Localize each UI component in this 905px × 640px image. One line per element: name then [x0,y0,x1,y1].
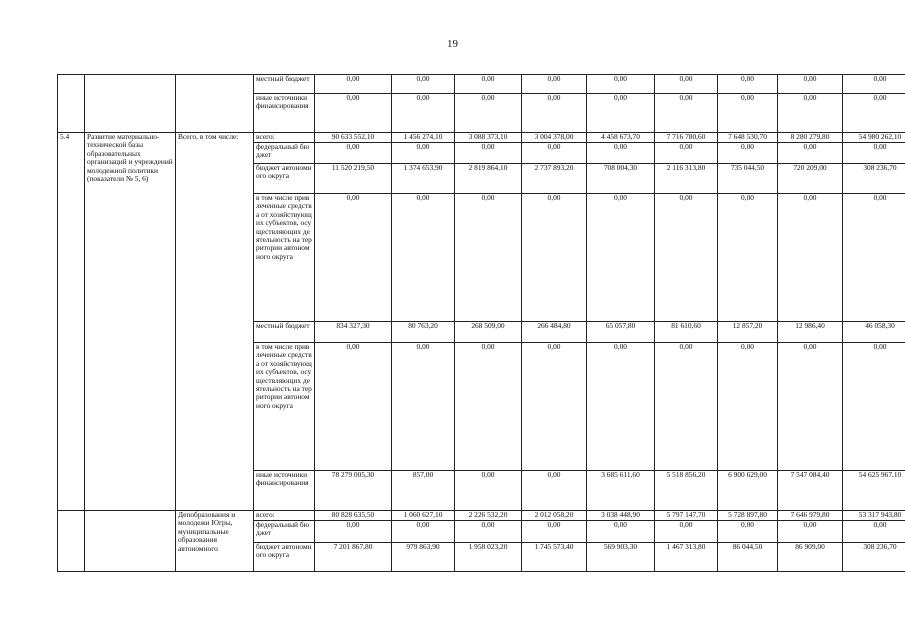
title-cell [85,75,176,133]
value-cell: 0,00 [843,521,905,543]
funding-source-cell: в том числе привлеченные средства от хозяйствующих субъектов, осуществляющих деятельность на территории автономного округа [254,343,315,471]
value-cell: 3 038 448,90 [587,511,655,521]
value-cell: 0,00 [522,471,587,511]
value-cell: 2 012 058,20 [522,511,587,521]
executor-cell: Всего, в том числе: [176,133,254,511]
value-cell: 0,00 [455,75,522,94]
value-cell: 54 625 967,10 [843,471,905,511]
value-cell: 266 484,80 [522,322,587,343]
value-cell: 0,00 [843,94,905,133]
title-cell: Развитие материально-технической базы образовательных организаций и учреждений молодежной политики (показатели № 5, 6) [85,133,176,511]
value-cell: 0,00 [587,194,655,322]
value-cell: 0,00 [655,75,718,94]
value-cell: 0,00 [718,143,778,164]
value-cell: 0,00 [522,94,587,133]
value-cell: 0,00 [522,194,587,322]
value-cell: 0,00 [392,143,455,164]
value-cell: 0,00 [455,194,522,322]
value-cell: 0,00 [778,521,843,543]
value-cell: 0,00 [587,94,655,133]
value-cell: 268 509,00 [455,322,522,343]
value-cell: 1 374 653,90 [392,164,455,194]
value-cell: 0,00 [718,521,778,543]
value-cell: 0,00 [778,94,843,133]
funding-source-cell: иные источники финансирования [254,94,315,133]
value-cell: 0,00 [455,343,522,471]
value-cell: 0,00 [587,143,655,164]
funding-source-cell: всего: [254,133,315,143]
value-cell: 0,00 [718,75,778,94]
value-cell: 8 280 279,80 [778,133,843,143]
value-cell: 3 685 611,60 [587,471,655,511]
value-cell: 6 900 629,00 [718,471,778,511]
value-cell: 0,00 [718,94,778,133]
value-cell: 0,00 [587,75,655,94]
value-cell: 308 236,70 [843,164,905,194]
value-cell: 0,00 [587,343,655,471]
value-cell: 0,00 [392,521,455,543]
funding-source-cell: всего: [254,511,315,521]
value-cell: 0,00 [522,75,587,94]
value-cell: 12 857,20 [718,322,778,343]
value-cell: 54 980 262,10 [843,133,905,143]
value-cell: 0,00 [522,343,587,471]
value-cell: 65 057,80 [587,322,655,343]
value-cell: 81 610,60 [655,322,718,343]
value-cell: 86 909,00 [778,543,843,572]
value-cell: 720 209,00 [778,164,843,194]
value-cell: 7 646 979,80 [778,511,843,521]
value-cell: 2 226 532,20 [455,511,522,521]
value-cell: 0,00 [315,194,392,322]
value-cell: 0,00 [843,343,905,471]
funding-source-cell: в том числе привлеченные средства от хозяйствующих субъектов, осуществляющих деятельность на территории автономного округа [254,194,315,322]
value-cell: 80 763,20 [392,322,455,343]
value-cell: 0,00 [455,94,522,133]
value-cell: 1 467 313,80 [655,543,718,572]
value-cell: 0,00 [315,521,392,543]
value-cell: 0,00 [392,194,455,322]
value-cell: 0,00 [315,143,392,164]
executor-cell [176,75,254,133]
value-cell: 0,00 [655,194,718,322]
value-cell: 0,00 [455,143,522,164]
value-cell: 0,00 [778,343,843,471]
value-cell: 1 456 274,10 [392,133,455,143]
value-cell: 78 279 005,30 [315,471,392,511]
budget-table [57,74,905,572]
value-cell: 4 458 673,70 [587,133,655,143]
value-cell: 0,00 [587,521,655,543]
value-cell: 5 518 856,20 [655,471,718,511]
value-cell: 1 958 023,20 [455,543,522,572]
value-cell: 0,00 [655,343,718,471]
value-cell: 0,00 [778,75,843,94]
funding-source-cell: федеральный бюджет [254,521,315,543]
value-cell: 0,00 [455,521,522,543]
value-cell: 735 044,50 [718,164,778,194]
table-row [58,75,905,94]
table-row [58,133,905,143]
value-cell: 1 745 573,40 [522,543,587,572]
value-cell: 0,00 [655,143,718,164]
value-cell: 0,00 [392,343,455,471]
value-cell: 0,00 [522,521,587,543]
value-cell: 857,00 [392,471,455,511]
value-cell: 0,00 [778,194,843,322]
value-cell: 7 547 084,40 [778,471,843,511]
number-cell [58,75,85,133]
value-cell: 3 088 373,10 [455,133,522,143]
value-cell: 90 633 552,10 [315,133,392,143]
value-cell: 3 004 378,00 [522,133,587,143]
value-cell: 0,00 [315,94,392,133]
value-cell: 0,00 [718,194,778,322]
value-cell: 834 327,30 [315,322,392,343]
value-cell: 979 863,90 [392,543,455,572]
value-cell: 2 819 864,10 [455,164,522,194]
number-cell: 5.4 [58,133,85,511]
executor-cell: Депобразования и молодежи Югры, муниципальные образования автономного [176,511,254,572]
value-cell: 11 520 219,50 [315,164,392,194]
value-cell: 7 648 530,70 [718,133,778,143]
funding-source-cell: бюджет автономного округа [254,543,315,572]
value-cell: 2 116 313,80 [655,164,718,194]
table-row [58,511,905,521]
funding-source-cell: федеральный бюджет [254,143,315,164]
funding-source-cell: иные источники финансирования [254,471,315,511]
value-cell: 0,00 [522,143,587,164]
value-cell: 86 044,50 [718,543,778,572]
value-cell: 5 797 147,70 [655,511,718,521]
number-cell [58,511,85,572]
funding-source-cell: местный бюджет [254,75,315,94]
page-number: 19 [447,38,458,50]
value-cell: 569 903,30 [587,543,655,572]
funding-source-cell: бюджет автономного округа [254,164,315,194]
value-cell: 0,00 [392,94,455,133]
value-cell: 7 201 867,80 [315,543,392,572]
title-cell [85,511,176,572]
value-cell: 46 058,30 [843,322,905,343]
value-cell: 5 728 897,80 [718,511,778,521]
value-cell: 80 828 635,50 [315,511,392,521]
value-cell: 2 737 893,20 [522,164,587,194]
value-cell: 0,00 [392,75,455,94]
value-cell: 0,00 [843,194,905,322]
value-cell: 0,00 [843,75,905,94]
value-cell: 0,00 [778,143,843,164]
value-cell: 0,00 [315,75,392,94]
value-cell: 708 004,30 [587,164,655,194]
value-cell: 7 716 780,60 [655,133,718,143]
funding-source-cell: местный бюджет [254,322,315,343]
value-cell: 53 317 943,80 [843,511,905,521]
value-cell: 0,00 [718,343,778,471]
value-cell: 308 236,70 [843,543,905,572]
value-cell: 0,00 [655,521,718,543]
value-cell: 0,00 [843,143,905,164]
value-cell: 0,00 [455,471,522,511]
value-cell: 0,00 [655,94,718,133]
value-cell: 12 986,40 [778,322,843,343]
value-cell: 0,00 [315,343,392,471]
value-cell: 1 060 627,10 [392,511,455,521]
